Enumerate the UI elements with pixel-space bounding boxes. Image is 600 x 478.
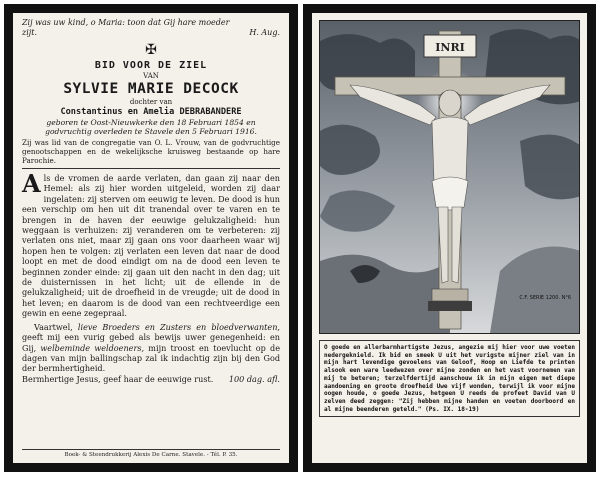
indulgence-note: 100 dag. afl. — [228, 373, 280, 384]
image-paper — [312, 13, 587, 463]
parents-names: Constantinus en Amelia DEBRABANDERE — [60, 106, 242, 117]
van-label: VAN — [143, 71, 159, 80]
closing-line — [22, 374, 280, 384]
closing-prayer: Bermhertige Jesus, geef haar de eeuwige rust. — [22, 373, 214, 384]
cross-icon: ✠ — [145, 41, 157, 58]
memorial-card-text-side — [4, 4, 298, 472]
drop-cap: A — [22, 169, 41, 198]
quote-source: H. Aug. — [249, 28, 280, 38]
memorial-card-image-side — [303, 4, 596, 472]
opening-quote-line1: Zij was uw kind, o Maria: toon dat Gij hare moeder — [22, 18, 230, 27]
opening-quote-line2 — [22, 28, 280, 38]
prayer-reference: (Ps. IX. 18-19) — [425, 405, 480, 413]
main-paragraph-1: ls de vromen de aarde verlaten, dan gaan zij naar den Hemel: als zij hier worden uitgeleid, worden zij daar ingelaten: zij sterven om eeuwig te leven. De dood is hun een verschip om hen uit dit tranendal over te varen en te brengen in de haven der eeuwige gelukzaligheid: hun weggaan is verhuizen: zij veranderen om te verbeteren: zij verlaten ons niet, maar zij gaan ons voor daarheen waar wij hopen hen te volgen: zij verlaten een leven dat naar de dood loopt en met de dood eindigt om na de dood een leven te beginnen zonder einde: zij gaan uit den nacht in den dag; uit de duisternissen in het licht; uit de ellende in de gelukzaligheid; uit de droefheid in de vreugde; uit de dood in het leven; en daarom is de dood van een rechtveerdige een gewin en eene zegepraal. — [22, 173, 280, 319]
main-text — [22, 169, 280, 319]
divider — [22, 168, 280, 169]
dochter-van-label: dochter van — [129, 97, 173, 106]
congregation-text: Zij was lid van de congregatie van O. L. Vrouw, van de godvruchtige genootschappen en de wekelijksche kruisweg bestaande op hare Parochie. — [22, 138, 280, 165]
printer-imprint: Boek- & Steendrukkerij Alexis De Carne. Stavele. - Tél. P. 35. — [22, 449, 280, 459]
death-line: godvruchtig overleden te Stavele den 5 Februari 1916. — [45, 127, 257, 137]
prayer-box — [319, 340, 580, 417]
opening-quote-end: zijt. — [22, 28, 38, 38]
inri-plaque: INRI — [435, 41, 465, 54]
series-mark: C.F. SERIE 1200. N°6 — [519, 295, 571, 301]
prayer-text: O goede en allerbarmhartigste Jezus, angezie mij hier voor uwe voeten nedergeknield. Ik bid en smeek U uit het vurigste mijner ziel van in mijn hart levendige gevoelens van Geloof, Hoop en Liefde te printen alsook een ware leedwezen over mijne zonden en het vast voornemen van mij te beteren; terzelfdertijd aanschouw ik in mijn eigen met diepe aandoening en groote droefheid Uwe vijf wonden, terwijl ik voor mijne oogen houde, o goede Jezus, hetgeen U reeds de profeet David van U zelven deed zeggen: "Zij hebben mijne handen en voeten doorboord en al mijne beenderen geteld." — [324, 344, 575, 413]
crucifixion-illustration — [319, 20, 580, 334]
main-paragraph-2: Vaartwel, lieve Broeders en Zusters en bloedverwanten, geeft mij een vurig gebed als bewijs uwer genegenheid: en Gij, welbeminde weldoeners, mijn troost en toevlucht op de dagen van mijn ballingschap zal ik indachtig zijn bij den God der bermhertigheid. — [22, 321, 281, 374]
heading: BID VOOR DE ZIEL — [94, 59, 208, 71]
crucifixion-picture — [320, 21, 580, 333]
text-paper — [13, 13, 289, 463]
deceased-name: SYLVIE MARIE DECOCK — [63, 80, 239, 97]
birth-line: geboren te Oost-Nieuwkerke den 18 Februari 1854 en — [46, 117, 256, 127]
